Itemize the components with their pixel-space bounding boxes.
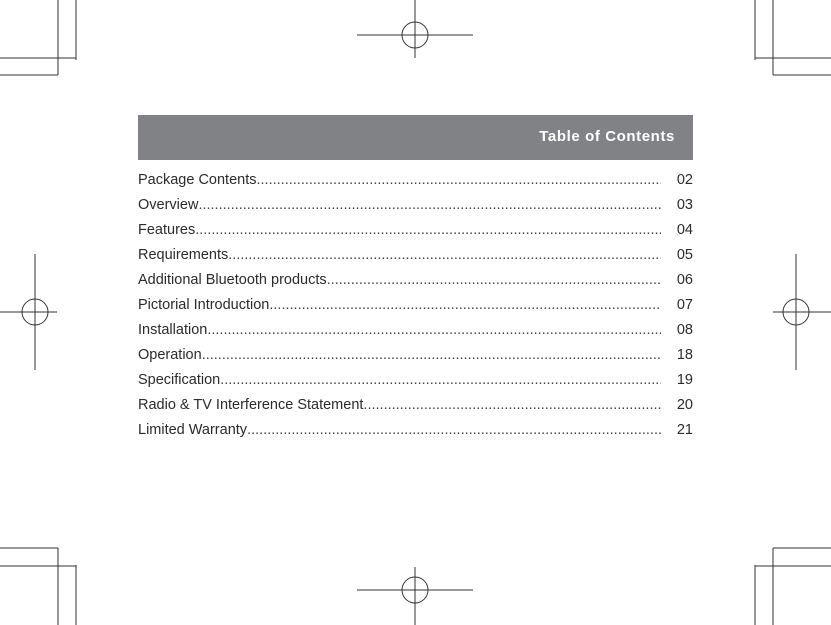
toc-entry[interactable] [138,218,693,243]
dot-leader [327,268,661,293]
table-of-contents [138,168,693,443]
toc-heading: Table of Contents [539,128,675,145]
toc-entry[interactable] [138,418,693,443]
dot-leader [269,293,661,318]
toc-entry-title: Pictorial Introduction [138,297,270,313]
crop-mark-bottom-right [755,548,831,625]
toc-entry[interactable] [138,343,693,368]
toc-entry-page: 21 [676,422,693,438]
toc-entry-title: Limited Warranty [138,422,248,438]
dot-leader [207,318,661,343]
toc-entry-page: 05 [676,247,693,263]
toc-header-bar [138,115,693,160]
toc-entry-title: Requirements [138,247,229,263]
toc-entry[interactable] [138,168,693,193]
dot-leader [363,393,661,418]
toc-entry[interactable] [138,268,693,293]
toc-entry-page: 03 [676,197,693,213]
toc-entry[interactable] [138,193,693,218]
toc-entry-page: 19 [676,372,693,388]
toc-entry[interactable] [138,368,693,393]
crop-mark-top-right [755,0,831,75]
toc-entry-title: Overview [138,197,199,213]
toc-entry-page: 04 [676,222,693,238]
toc-entry-title: Package Contents [138,172,257,188]
dot-leader [247,418,661,443]
crop-mark-bottom-left [0,548,76,625]
toc-entry-title: Additional Bluetooth products [138,272,327,288]
toc-entry-page: 18 [676,347,693,363]
registration-mark-right [773,254,831,370]
crop-mark-top-left [0,0,76,75]
toc-entry-title: Installation [138,322,208,338]
toc-entry-page: 07 [676,297,693,313]
registration-mark-top [357,0,473,58]
toc-entry-title: Specification [138,372,221,388]
toc-entry[interactable] [138,243,693,268]
dot-leader [257,168,662,193]
dot-leader [202,343,661,368]
toc-entry[interactable] [138,318,693,343]
toc-entry[interactable] [138,393,693,418]
toc-entry-page: 02 [676,172,693,188]
registration-mark-bottom [357,567,473,625]
registration-mark-left [0,254,57,370]
dot-leader [228,243,661,268]
toc-entry-title: Radio & TV Interference Statement [138,397,364,413]
dot-leader [220,368,661,393]
dot-leader [195,218,661,243]
toc-entry[interactable] [138,293,693,318]
toc-entry-page: 20 [676,397,693,413]
toc-entry-title: Operation [138,347,202,363]
toc-entry-page: 08 [676,322,693,338]
toc-entry-page: 06 [676,272,693,288]
toc-entry-title: Features [138,222,196,238]
dot-leader [198,193,661,218]
